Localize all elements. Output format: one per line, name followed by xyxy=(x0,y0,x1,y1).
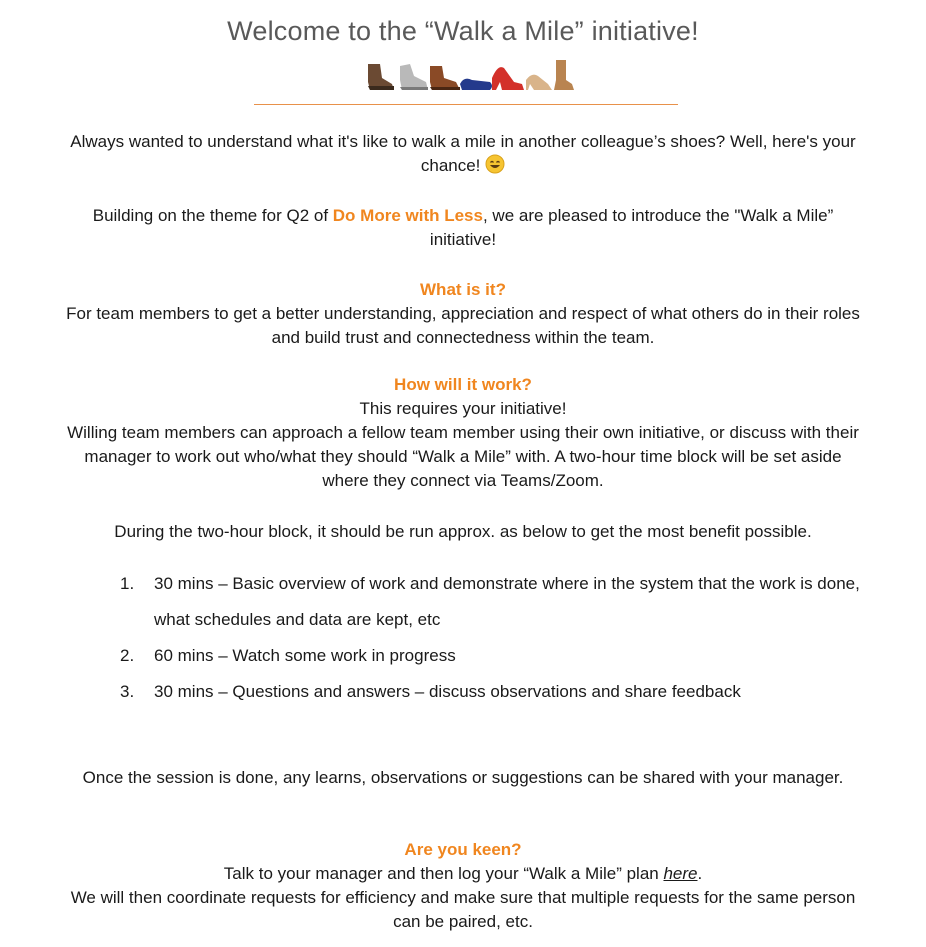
step-text: 30 mins – Basic overview of work and demonstrate where in the system that the work is done, what schedules and data are kept, etc xyxy=(154,574,860,629)
plan-link[interactable]: here xyxy=(663,864,698,883)
how-section xyxy=(60,373,866,493)
during-paragraph: During the two-hour block, it should be run approx. as below to get the most benefit possible. xyxy=(114,522,812,541)
keen-line1 xyxy=(60,862,866,886)
list-item xyxy=(120,638,860,674)
row-of-shoes-icon xyxy=(364,58,576,92)
step-number: 2. xyxy=(120,646,135,665)
how-line2: Willing team members can approach a fellow team member using their own initiative, or discuss with their manager to work out who/what they should “Walk a Mile” with. A two-hour time block will be set aside where they connect via Teams/Zoom. xyxy=(67,423,859,490)
theme-highlight: Do More with Less xyxy=(332,206,483,225)
list-item xyxy=(120,566,860,638)
keen-line1-before: Talk to your manager and then log your “Walk a Mile” plan xyxy=(223,864,664,883)
list-item xyxy=(120,674,860,710)
keen-line2: We will then coordinate requests for efficiency and make sure that multiple requests for the same person can be paired, etc. xyxy=(70,888,856,931)
step-text: 30 mins – Questions and answers – discuss observations and share feedback xyxy=(154,682,741,701)
session-done-paragraph: Once the session is done, any learns, observations or suggestions can be shared with your manager. xyxy=(82,768,844,787)
how-heading: How will it work? xyxy=(394,375,532,394)
step-text: 60 mins – Watch some work in progress xyxy=(154,646,456,665)
theme-after: , we are pleased to introduce the "Walk a Mile” initiative! xyxy=(429,206,834,249)
page-title: Welcome to the “Walk a Mile” initiative! xyxy=(227,16,699,46)
how-line1: This requires your initiative! xyxy=(359,399,567,418)
theme-before: Building on the theme for Q2 of xyxy=(92,206,333,225)
step-number: 1. xyxy=(120,574,135,593)
step-number: 3. xyxy=(120,682,135,701)
grinning-face-icon xyxy=(485,154,505,174)
what-body: For team members to get a better understanding, appreciation and respect of what others do in their roles and build trust and connectedness within the team. xyxy=(66,304,860,347)
keen-line1-after: . xyxy=(697,864,703,883)
keen-section xyxy=(60,838,866,934)
steps-list xyxy=(120,566,860,710)
intro-text: Always wanted to understand what it's like to walk a mile in another colleague’s shoes? Well, here's your chance! xyxy=(70,132,856,175)
title-divider xyxy=(254,104,678,105)
what-section xyxy=(60,278,866,350)
keen-heading: Are you keen? xyxy=(404,840,522,859)
intro-paragraph xyxy=(60,130,866,178)
theme-paragraph xyxy=(60,204,866,252)
what-heading: What is it? xyxy=(420,280,506,299)
